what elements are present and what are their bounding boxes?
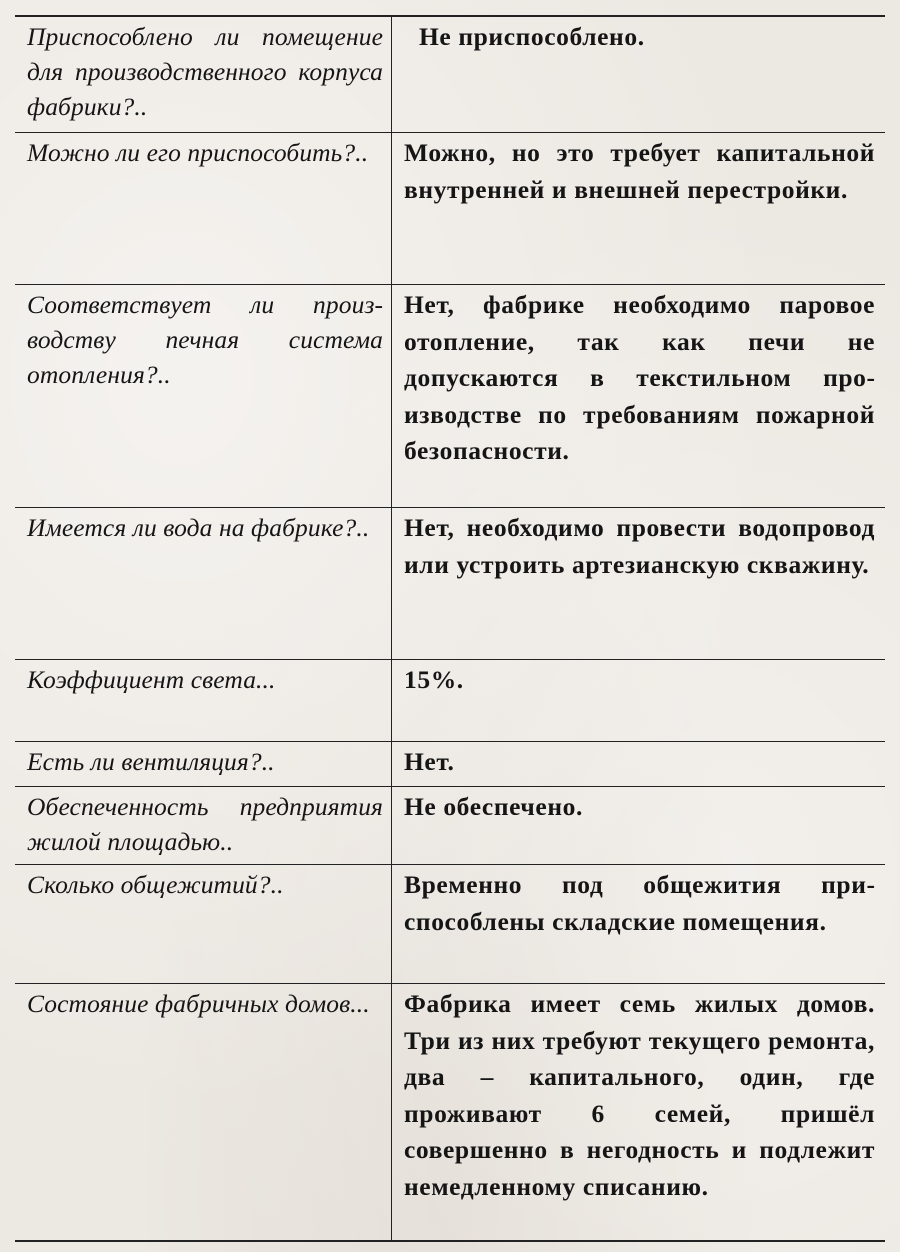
- table-row: [15, 133, 885, 285]
- table-row: [15, 984, 885, 1240]
- table-row: [15, 17, 885, 133]
- question-cell: Соответствует ли производству печная система отопления?..: [15, 285, 392, 507]
- question-cell: Обеспеченность предприятия жилой площадью..: [15, 787, 392, 864]
- question-cell: Приспособлено ли помещение для производственного корпуса фабрики?..: [15, 17, 392, 132]
- question-cell: Состояние фабричных домов...: [15, 984, 392, 1240]
- question-cell: Коэффициент света...: [15, 660, 392, 741]
- answer-cell: Нет, необходимо провести водопровод или устроить артезианскую скважину.: [404, 513, 875, 579]
- question-cell: Есть ли вентиляция?..: [15, 742, 392, 786]
- questionnaire-table: [15, 15, 885, 1242]
- answer-cell: Можно, но это требует капитальной внутренней и внешней перестройки.: [404, 138, 875, 204]
- question-cell: Имеется ли вода на фабрике?..: [15, 508, 392, 659]
- answer-cell: Не приспособлено.: [419, 22, 645, 51]
- table-row: [15, 660, 885, 742]
- table-row: [15, 508, 885, 660]
- answer-cell: Нет, фабрике необходимо паровое отопление, так как печи не допускаются в текстильном производстве по требованиям пожарной безопасности.: [404, 290, 875, 465]
- table-row: [15, 285, 885, 508]
- question-cell: Сколько общежитий?..: [15, 865, 392, 983]
- answer-cell: 15%.: [404, 665, 464, 694]
- answer-cell: Нет.: [404, 747, 455, 776]
- table-row: [15, 787, 885, 865]
- answer-cell: Фабрика имеет семь жилых домов. Три из них требуют текущего ремонта, два – капитального, один, где проживают 6 семей, пришёл совершенно в негодность и подлежит немедленному списанию.: [404, 989, 875, 1201]
- table-row: [15, 742, 885, 787]
- answer-cell: Временно под общежития приспособлены складские помещения.: [404, 870, 875, 936]
- table-row: [15, 865, 885, 984]
- question-cell: Можно ли его приспособить?..: [15, 133, 392, 284]
- answer-cell: Не обеспечено.: [404, 792, 583, 821]
